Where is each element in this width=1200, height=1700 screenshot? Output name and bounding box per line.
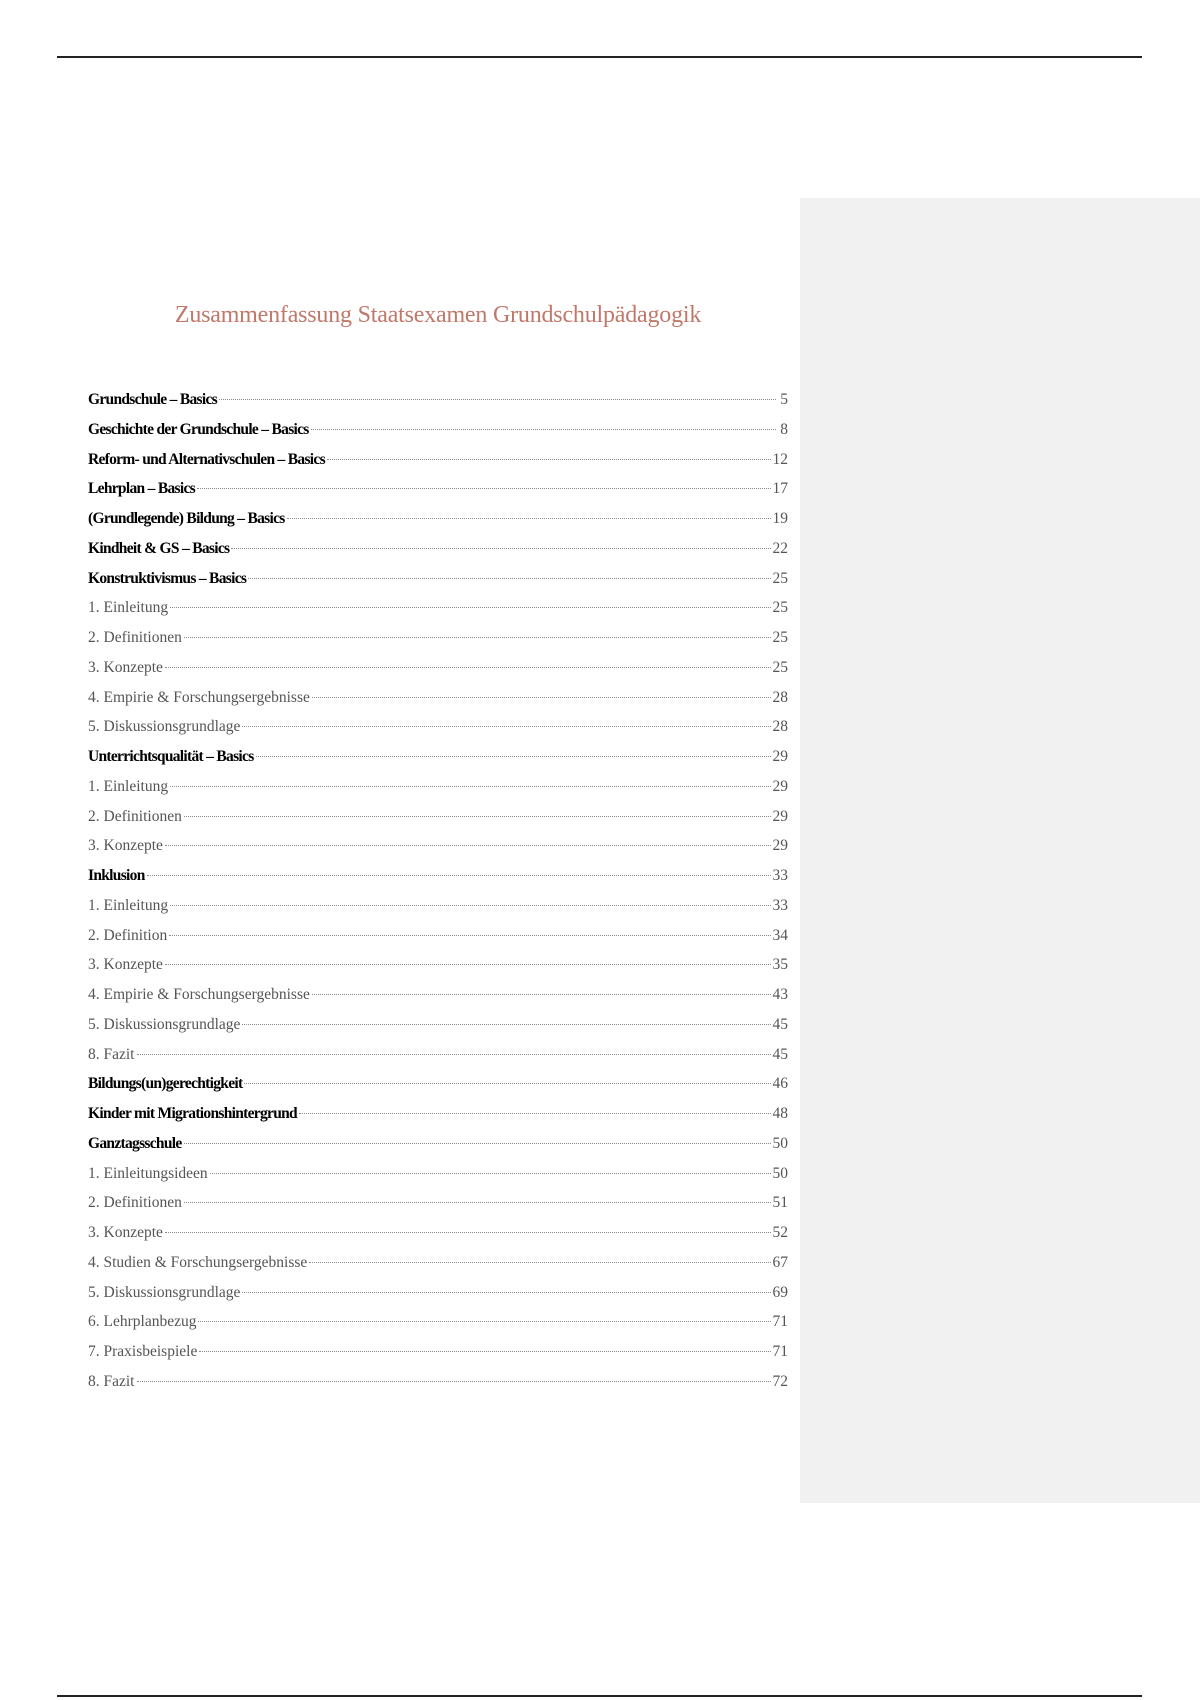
- toc-entry-label: 4. Studien & Forschungsergebnisse: [88, 1253, 308, 1271]
- toc-page-number: 69: [772, 1283, 788, 1301]
- toc-dot-leader: [184, 1143, 771, 1144]
- toc-section-entry[interactable]: [88, 385, 788, 415]
- toc-subsection-entry[interactable]: [88, 1010, 788, 1040]
- toc-page-number: 29: [772, 777, 788, 795]
- toc-entry-label: 4. Empirie & Forschungsergebnisse: [88, 688, 310, 706]
- toc-entry-label: 6. Lehrplanbezug: [88, 1313, 197, 1331]
- toc-dot-leader: [309, 1262, 770, 1263]
- table-of-contents: [88, 385, 788, 1397]
- toc-page-number: 25: [772, 629, 788, 646]
- toc-dot-leader: [199, 1351, 770, 1352]
- toc-page-number: 45: [772, 1045, 788, 1063]
- toc-page-number: 33: [772, 867, 788, 884]
- toc-entry-label: Unterrichtsqualität – Basics: [88, 748, 254, 765]
- toc-dot-leader: [170, 607, 770, 608]
- toc-dot-leader: [248, 578, 770, 579]
- toc-entry-label: 1. Einleitung: [88, 896, 169, 914]
- toc-entry-label: Lehrplan – Basics: [88, 480, 195, 498]
- toc-entry-label: 5. Diskussionsgrundlage: [88, 1283, 241, 1301]
- toc-entry-label: 1. Einleitung: [88, 599, 169, 617]
- toc-subsection-entry[interactable]: [88, 802, 788, 832]
- toc-subsection-entry[interactable]: [88, 921, 788, 951]
- toc-entry-label: Geschichte der Grundschule – Basics: [88, 420, 309, 438]
- toc-subsection-entry[interactable]: [88, 1278, 788, 1308]
- toc-page-number: 29: [772, 837, 788, 855]
- toc-entry-label: 3. Konzepte: [88, 1224, 163, 1241]
- toc-subsection-entry[interactable]: [88, 772, 788, 802]
- toc-dot-leader: [165, 845, 771, 846]
- toc-page-number: 17: [772, 480, 788, 498]
- toc-entry-label: 3. Konzepte: [88, 956, 163, 974]
- toc-section-entry[interactable]: [88, 742, 788, 772]
- toc-dot-leader: [219, 399, 776, 400]
- toc-dot-leader: [327, 459, 771, 460]
- toc-entry-label: 4. Empirie & Forschungsergebnisse: [88, 986, 310, 1003]
- toc-dot-leader: [242, 726, 770, 727]
- toc-subsection-entry[interactable]: [88, 891, 788, 921]
- toc-section-entry[interactable]: [88, 415, 788, 445]
- toc-subsection-entry[interactable]: [88, 683, 788, 713]
- toc-dot-leader: [210, 1173, 771, 1174]
- toc-subsection-entry[interactable]: [88, 653, 788, 683]
- toc-dot-leader: [231, 548, 770, 549]
- toc-dot-leader: [137, 1381, 771, 1382]
- toc-page-number: 33: [772, 896, 788, 914]
- toc-subsection-entry[interactable]: [88, 1337, 788, 1367]
- toc-page-number: 12: [772, 450, 788, 468]
- toc-entry-label: Ganztagsschule: [88, 1134, 182, 1152]
- toc-page-number: 71: [772, 1313, 788, 1331]
- toc-dot-leader: [170, 786, 770, 787]
- toc-page-number: 28: [772, 688, 788, 706]
- toc-dot-leader: [256, 756, 771, 757]
- toc-dot-leader: [197, 488, 771, 489]
- toc-page-number: 25: [772, 599, 788, 617]
- toc-subsection-entry[interactable]: [88, 950, 788, 980]
- toc-entry-label: 2. Definitionen: [88, 629, 182, 646]
- toc-page-number: 29: [772, 748, 788, 765]
- toc-dot-leader: [184, 816, 771, 817]
- toc-dot-leader: [311, 429, 776, 430]
- toc-subsection-entry[interactable]: [88, 593, 788, 623]
- toc-entry-label: Grundschule – Basics: [88, 391, 217, 408]
- document-title: Zusammenfassung Staatsexamen Grundschulpädagogik: [174, 302, 702, 328]
- toc-dot-leader: [312, 994, 771, 995]
- toc-section-entry[interactable]: [88, 504, 788, 534]
- toc-subsection-entry[interactable]: [88, 1248, 788, 1278]
- toc-subsection-entry[interactable]: [88, 1159, 788, 1189]
- toc-page-number: 50: [772, 1134, 788, 1152]
- toc-subsection-entry[interactable]: [88, 712, 788, 742]
- toc-page-number: 72: [772, 1372, 788, 1390]
- toc-page-number: 71: [772, 1343, 788, 1360]
- toc-entry-label: Konstruktivismus – Basics: [88, 569, 247, 587]
- toc-page-number: 22: [772, 539, 788, 557]
- toc-dot-leader: [165, 1232, 771, 1233]
- toc-entry-label: Inklusion: [88, 867, 145, 884]
- toc-entry-label: (Grundlegende) Bildung – Basics: [88, 510, 285, 527]
- toc-dot-leader: [299, 1113, 771, 1114]
- toc-page-number: 29: [772, 807, 788, 825]
- toc-dot-leader: [165, 667, 771, 668]
- toc-page-number: 50: [772, 1164, 788, 1182]
- toc-dot-leader: [169, 935, 770, 936]
- toc-dot-leader: [242, 1292, 770, 1293]
- toc-subsection-entry[interactable]: [88, 623, 788, 653]
- toc-page-number: 43: [772, 986, 788, 1003]
- toc-subsection-entry[interactable]: [88, 980, 788, 1010]
- toc-dot-leader: [312, 697, 771, 698]
- toc-entry-label: 3. Konzepte: [88, 658, 163, 676]
- toc-page-number: 51: [772, 1194, 788, 1212]
- toc-section-entry[interactable]: [88, 474, 788, 504]
- toc-subsection-entry[interactable]: [88, 831, 788, 861]
- toc-dot-leader: [242, 1024, 770, 1025]
- toc-subsection-entry[interactable]: [88, 1307, 788, 1337]
- toc-entry-label: 1. Einleitungsideen: [88, 1164, 208, 1182]
- footer-rule: [57, 1695, 1142, 1697]
- toc-entry-label: 3. Konzepte: [88, 837, 163, 855]
- toc-dot-leader: [147, 875, 771, 876]
- toc-subsection-entry[interactable]: [88, 1040, 788, 1070]
- toc-section-entry[interactable]: [88, 564, 788, 594]
- toc-entry-label: 7. Praxisbeispiele: [88, 1343, 198, 1360]
- toc-page-number: 8: [780, 420, 788, 438]
- toc-page-number: 34: [772, 926, 788, 944]
- toc-page-number: 45: [772, 1015, 788, 1033]
- toc-page-number: 35: [772, 956, 788, 974]
- toc-dot-leader: [287, 518, 771, 519]
- toc-page-number: 25: [772, 569, 788, 587]
- toc-entry-label: Reform- und Alternativschulen – Basics: [88, 450, 325, 468]
- toc-page-number: 25: [772, 658, 788, 676]
- toc-entry-label: 2. Definition: [88, 926, 168, 944]
- toc-dot-leader: [170, 905, 770, 906]
- toc-entry-label: 2. Definitionen: [88, 1194, 182, 1212]
- toc-page-number: 46: [772, 1075, 788, 1093]
- toc-section-entry[interactable]: [88, 445, 788, 475]
- toc-subsection-entry[interactable]: [88, 1367, 788, 1397]
- toc-dot-leader: [165, 964, 771, 965]
- toc-entry-label: Kinder mit Migrationshintergrund: [88, 1105, 297, 1122]
- toc-dot-leader: [184, 637, 771, 638]
- toc-entry-label: 5. Diskussionsgrundlage: [88, 718, 241, 736]
- toc-page-number: 19: [772, 510, 788, 527]
- toc-page-number: 67: [772, 1253, 788, 1271]
- toc-section-entry[interactable]: [88, 534, 788, 564]
- toc-entry-label: 8. Fazit: [88, 1045, 135, 1063]
- side-panel: [800, 198, 1200, 1503]
- toc-dot-leader: [137, 1054, 771, 1055]
- toc-subsection-entry[interactable]: [88, 1188, 788, 1218]
- toc-page-number: 52: [772, 1224, 788, 1241]
- toc-entry-label: 2. Definitionen: [88, 807, 182, 825]
- toc-section-entry[interactable]: [88, 1129, 788, 1159]
- toc-dot-leader: [244, 1083, 770, 1084]
- toc-entry-label: 5. Diskussionsgrundlage: [88, 1015, 241, 1033]
- toc-entry-label: 8. Fazit: [88, 1372, 135, 1390]
- toc-page-number: 48: [772, 1105, 788, 1122]
- toc-page-number: 28: [772, 718, 788, 736]
- toc-dot-leader: [184, 1202, 771, 1203]
- toc-section-entry[interactable]: [88, 1069, 788, 1099]
- toc-entry-label: Bildungs(un)gerechtigkeit: [88, 1075, 243, 1093]
- toc-dot-leader: [198, 1321, 770, 1322]
- toc-entry-label: Kindheit & GS – Basics: [88, 539, 230, 557]
- header-rule: [57, 56, 1142, 58]
- toc-entry-label: 1. Einleitung: [88, 777, 169, 795]
- toc-section-entry[interactable]: [88, 861, 788, 891]
- toc-subsection-entry[interactable]: [88, 1218, 788, 1248]
- toc-page-number: 5: [780, 391, 788, 408]
- toc-section-entry[interactable]: [88, 1099, 788, 1129]
